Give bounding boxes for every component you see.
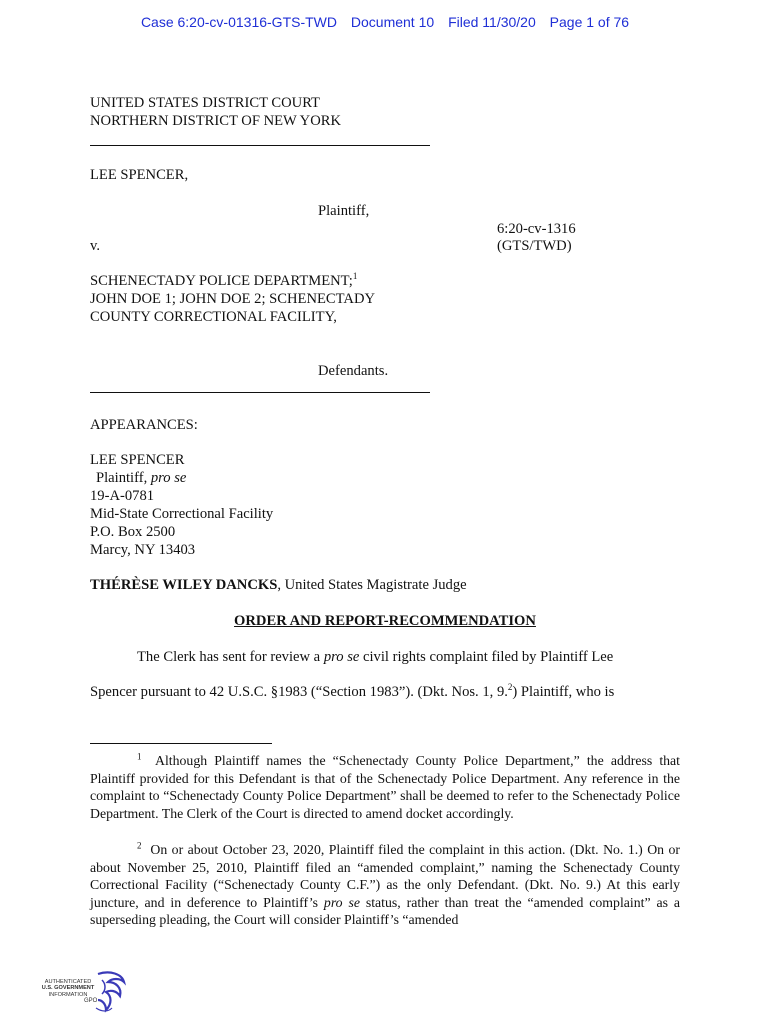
- judge-line: THÉRÈSE WILEY DANCKS, United States Magistrate Judge: [90, 577, 467, 593]
- appearance-name: LEE SPENCER: [90, 452, 185, 468]
- appearance-facility: Mid-State Correctional Facility: [90, 506, 274, 522]
- page-indicator: Page 1 of 76: [549, 14, 630, 30]
- defendants-line2: JOHN DOE 1; JOHN DOE 2; SCHENECTADY: [90, 291, 376, 307]
- case-number: Case 6:20-cv-01316-GTS-TWD: [140, 14, 337, 30]
- defendants-line1: SCHENECTADY POLICE DEPARTMENT;$^1$: [90, 271, 358, 289]
- order-title: ORDER AND REPORT-RECOMMENDATION: [234, 613, 536, 629]
- defendants-role: Defendants.: [318, 363, 389, 379]
- appearance-po-box: P.O. Box 2500: [90, 524, 176, 540]
- gpo-authentication-logo: AUTHENTICATED U.S. GOVERNMENT INFORMATION GPO: [36, 968, 136, 1018]
- defendants-line3: COUNTY CORRECTIONAL FACILITY,: [90, 309, 337, 325]
- court-name-line1: UNITED STATES DISTRICT COURT: [90, 95, 320, 111]
- document-number: Document 10: [350, 14, 435, 30]
- appearance-inmate-id: 19-A-0781: [90, 488, 155, 504]
- footnote-2: $^2$ On or about October 23, 2020, Plaintiff filed the complaint in this action. (Dkt. No. 1.) On or about November 25, 2010, Plaintiff filed an “amended complaint,” naming the Schenectady County Correctional Facility (“Schenectady County C.F.”) as the only Defendant. (Dkt. No. 9.) At this early juncture, and in deference to Plaintiff’s pro se status, rather than treat the “amended complaint” as a superseding pleading, the Court will consider Plaintiff’s “amended: [90, 840, 680, 927]
- filing-header: [0, 14, 770, 30]
- footnote-separator: [90, 743, 272, 744]
- plaintiff-role: Plaintiff,: [318, 203, 370, 219]
- case-docket-number: 6:20-cv-1316: [497, 221, 576, 237]
- case-judges-initials: (GTS/TWD): [497, 238, 572, 254]
- versus: v.: [90, 238, 100, 254]
- appearance-role: Plaintiff, pro se: [96, 470, 187, 486]
- court-name-line2: NORTHERN DISTRICT OF NEW YORK: [90, 113, 342, 129]
- judge-name: THÉRÈSE WILEY DANCKS: [90, 577, 278, 593]
- caption-bottom-rule: [90, 392, 430, 393]
- plaintiff-name: LEE SPENCER,: [90, 167, 189, 183]
- filed-date: Filed 11/30/20: [448, 14, 536, 30]
- caption-top-rule: [90, 145, 430, 146]
- body-line2: Spencer pursuant to 42 U.S.C. §1983 (“Section 1983”). (Dkt. Nos. 1, 9.$^2$) Plaintiff, who is: [90, 682, 615, 700]
- footnote-1: $^1$ Although Plaintiff names the “Schenectady County Police Department,” the address that Plaintiff provided for this Defendant is that of the Schenectady Police Department. Any reference in the complaint to “Schenectady County Police Department” shall be deemed to refer to the Schenectady Police Department. The Clerk of the Court is directed to amend docket accordingly.: [90, 751, 681, 821]
- footnote-ref-2: 2: [507, 682, 513, 693]
- footnote-ref-1: 1: [352, 271, 358, 282]
- body-line1: The Clerk has sent for review a pro se civil rights complaint filed by Plaintiff Lee: [137, 649, 614, 665]
- appearance-city: Marcy, NY 13403: [90, 542, 196, 558]
- appearances-heading: APPEARANCES:: [90, 417, 198, 433]
